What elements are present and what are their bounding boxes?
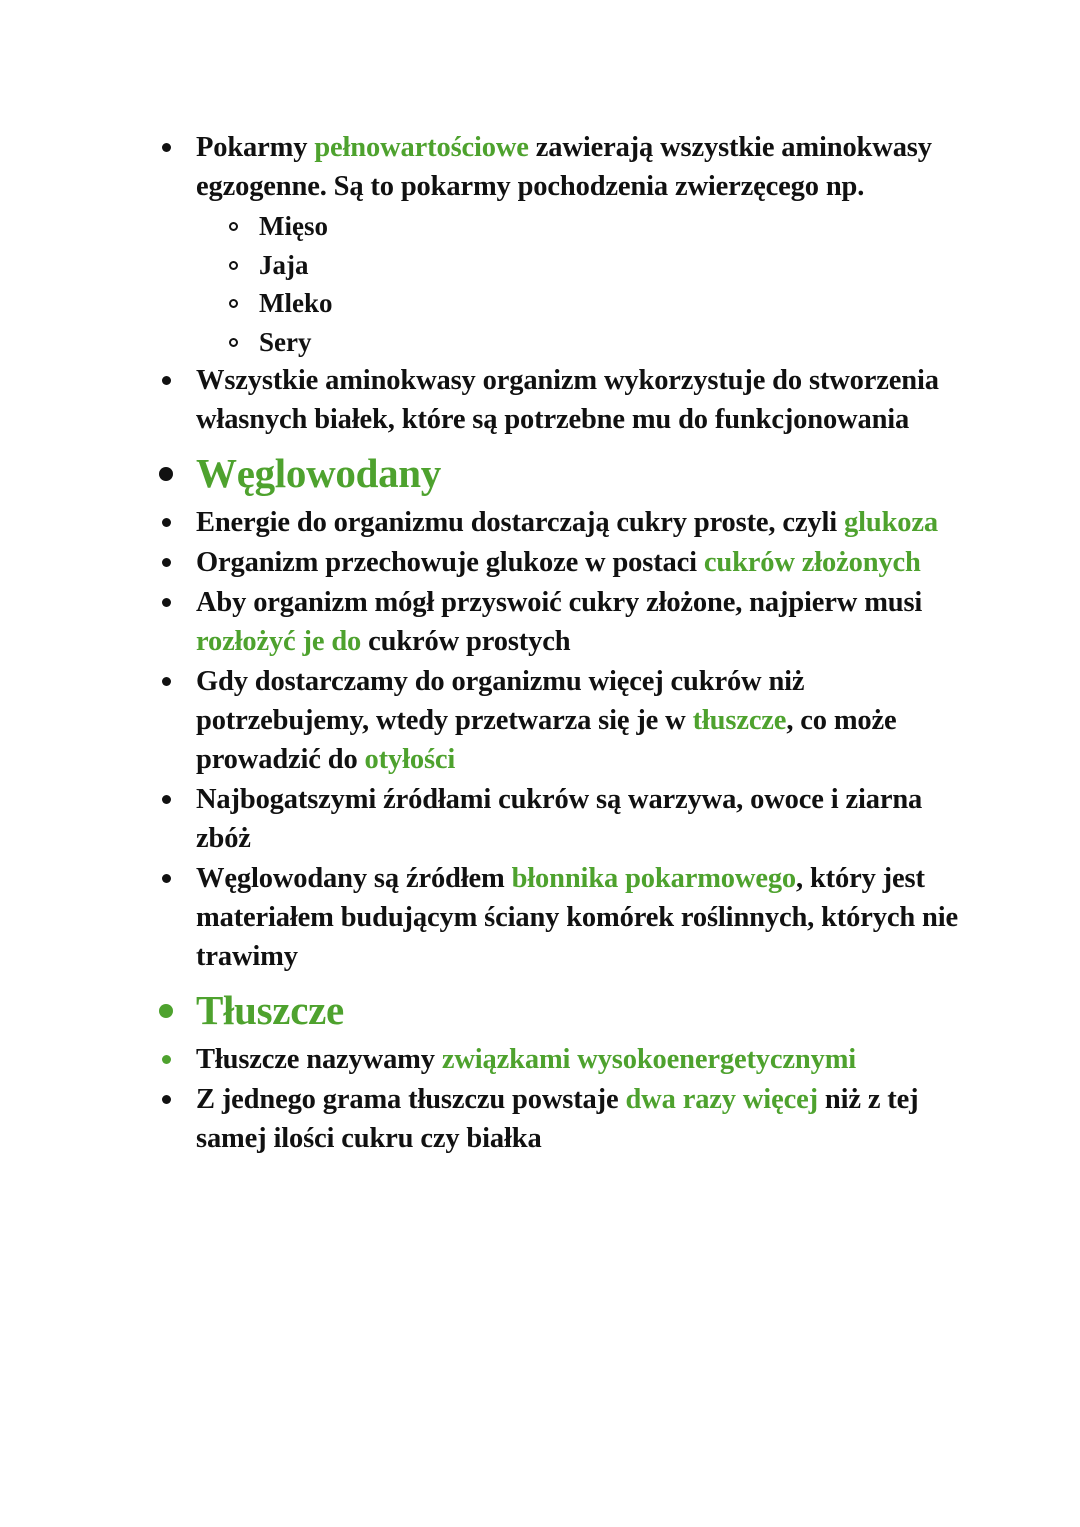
- section-heading-text: Węglowodany: [196, 450, 442, 496]
- list-item: [227, 246, 980, 285]
- sublist: [155, 207, 980, 361]
- plain-text: niż z tej samej ilości cukru czy białka: [196, 1084, 919, 1154]
- list-item-text: [196, 132, 932, 202]
- list-item: [155, 662, 980, 779]
- plain-text: Organizm przechowuje glukoze w postaci: [196, 547, 704, 578]
- circle-bullet-icon: [229, 222, 238, 231]
- circle-bullet-icon: [229, 338, 238, 347]
- list-item: [227, 323, 980, 362]
- list-item: [155, 128, 980, 206]
- highlighted-text: dwa razy więcej: [625, 1084, 818, 1115]
- list-item-text: [196, 587, 922, 657]
- highlighted-text: błonnika pokarmowego: [511, 863, 797, 894]
- bullet-icon: [162, 874, 171, 883]
- list-item-text: Mleko: [259, 288, 333, 318]
- highlighted-text: cukrów złożonych: [703, 547, 921, 578]
- plain-text: Aby organizm mógł przyswoić cukry złożone, najpierw musi: [196, 587, 923, 618]
- list-item-text: [196, 784, 922, 854]
- bullet-icon: [159, 1004, 173, 1018]
- section-heading-weglowodany: [155, 447, 980, 499]
- list-item: [155, 543, 980, 582]
- plain-text: cukrów prostych: [361, 626, 571, 657]
- plain-text: Pokarmy: [196, 132, 315, 163]
- circle-bullet-icon: [229, 299, 238, 308]
- plain-text: , co może prowadzić do: [196, 705, 897, 775]
- list-item: [227, 284, 980, 323]
- list-item-text: Sery: [259, 326, 312, 357]
- plain-text: , który jest materiałem budującym ściany komórek roślinnych, których nie trawimy: [196, 863, 958, 972]
- bullet-icon: [162, 376, 171, 385]
- bullet-icon: [162, 677, 171, 686]
- plain-text: Z jednego grama tłuszczu powstaje: [196, 1084, 626, 1115]
- plain-text: zawierają wszystkie aminokwasy egzogenne. Są to pokarmy pochodzenia zwierzęcego np.: [196, 132, 932, 202]
- list-item-text: [196, 365, 939, 435]
- list-item-text: [196, 666, 897, 775]
- plain-text: Węglowodany są źródłem: [196, 863, 512, 894]
- list-item-text: Jaja: [259, 249, 309, 280]
- bullet-icon: [162, 143, 171, 152]
- highlighted-text: pełnowartościowe: [314, 132, 529, 163]
- list-item: [155, 583, 980, 661]
- highlighted-text: rozłożyć je do: [196, 626, 362, 657]
- plain-text: Tłuszcze nazywamy: [196, 1044, 442, 1075]
- bullet-icon: [162, 1055, 171, 1064]
- list-item: [155, 859, 980, 976]
- list-item-text: [196, 863, 958, 972]
- bullet-icon: [162, 1095, 171, 1104]
- section-heading-text: Tłuszcze: [196, 987, 344, 1033]
- list-item: [155, 1040, 980, 1079]
- list-item-text: Mięso: [259, 211, 328, 241]
- plain-text: Gdy dostarczamy do organizmu więcej cukrów niż potrzebujemy, wtedy przetwarza się je w: [196, 666, 805, 736]
- bullet-icon: [162, 598, 171, 607]
- plain-text: Najbogatszymi źródłami cukrów są warzywa, owoce i ziarna zbóż: [196, 784, 923, 854]
- highlighted-text: glukoza: [844, 507, 938, 538]
- bullet-icon: [162, 558, 171, 567]
- list-item: [155, 361, 980, 439]
- list-item-text: [196, 1044, 856, 1075]
- sublist-container: [155, 207, 980, 361]
- list-item: [155, 503, 980, 542]
- list-item: [155, 1080, 980, 1158]
- outline-list: [155, 128, 980, 1158]
- list-item-text: [196, 1084, 918, 1154]
- list-item: [155, 780, 980, 858]
- list-item-text: [196, 547, 921, 578]
- circle-bullet-icon: [229, 261, 238, 270]
- bullet-icon: [162, 518, 171, 527]
- section-heading-tluszcze: [155, 984, 980, 1036]
- plain-text: Wszystkie aminokwasy organizm wykorzystuje do stworzenia własnych białek, które są potrzebne mu do funkcjonowania: [196, 365, 939, 435]
- plain-text: Energie do organizmu dostarczają cukry proste, czyli: [196, 507, 844, 538]
- list-item: [227, 207, 980, 246]
- highlighted-text: tłuszcze: [692, 705, 787, 736]
- bullet-icon: [162, 795, 171, 804]
- bullet-icon: [159, 467, 173, 481]
- highlighted-text: związkami wysokoenergetycznymi: [441, 1044, 857, 1075]
- highlighted-text: otyłości: [364, 744, 456, 775]
- list-item-text: [196, 507, 938, 538]
